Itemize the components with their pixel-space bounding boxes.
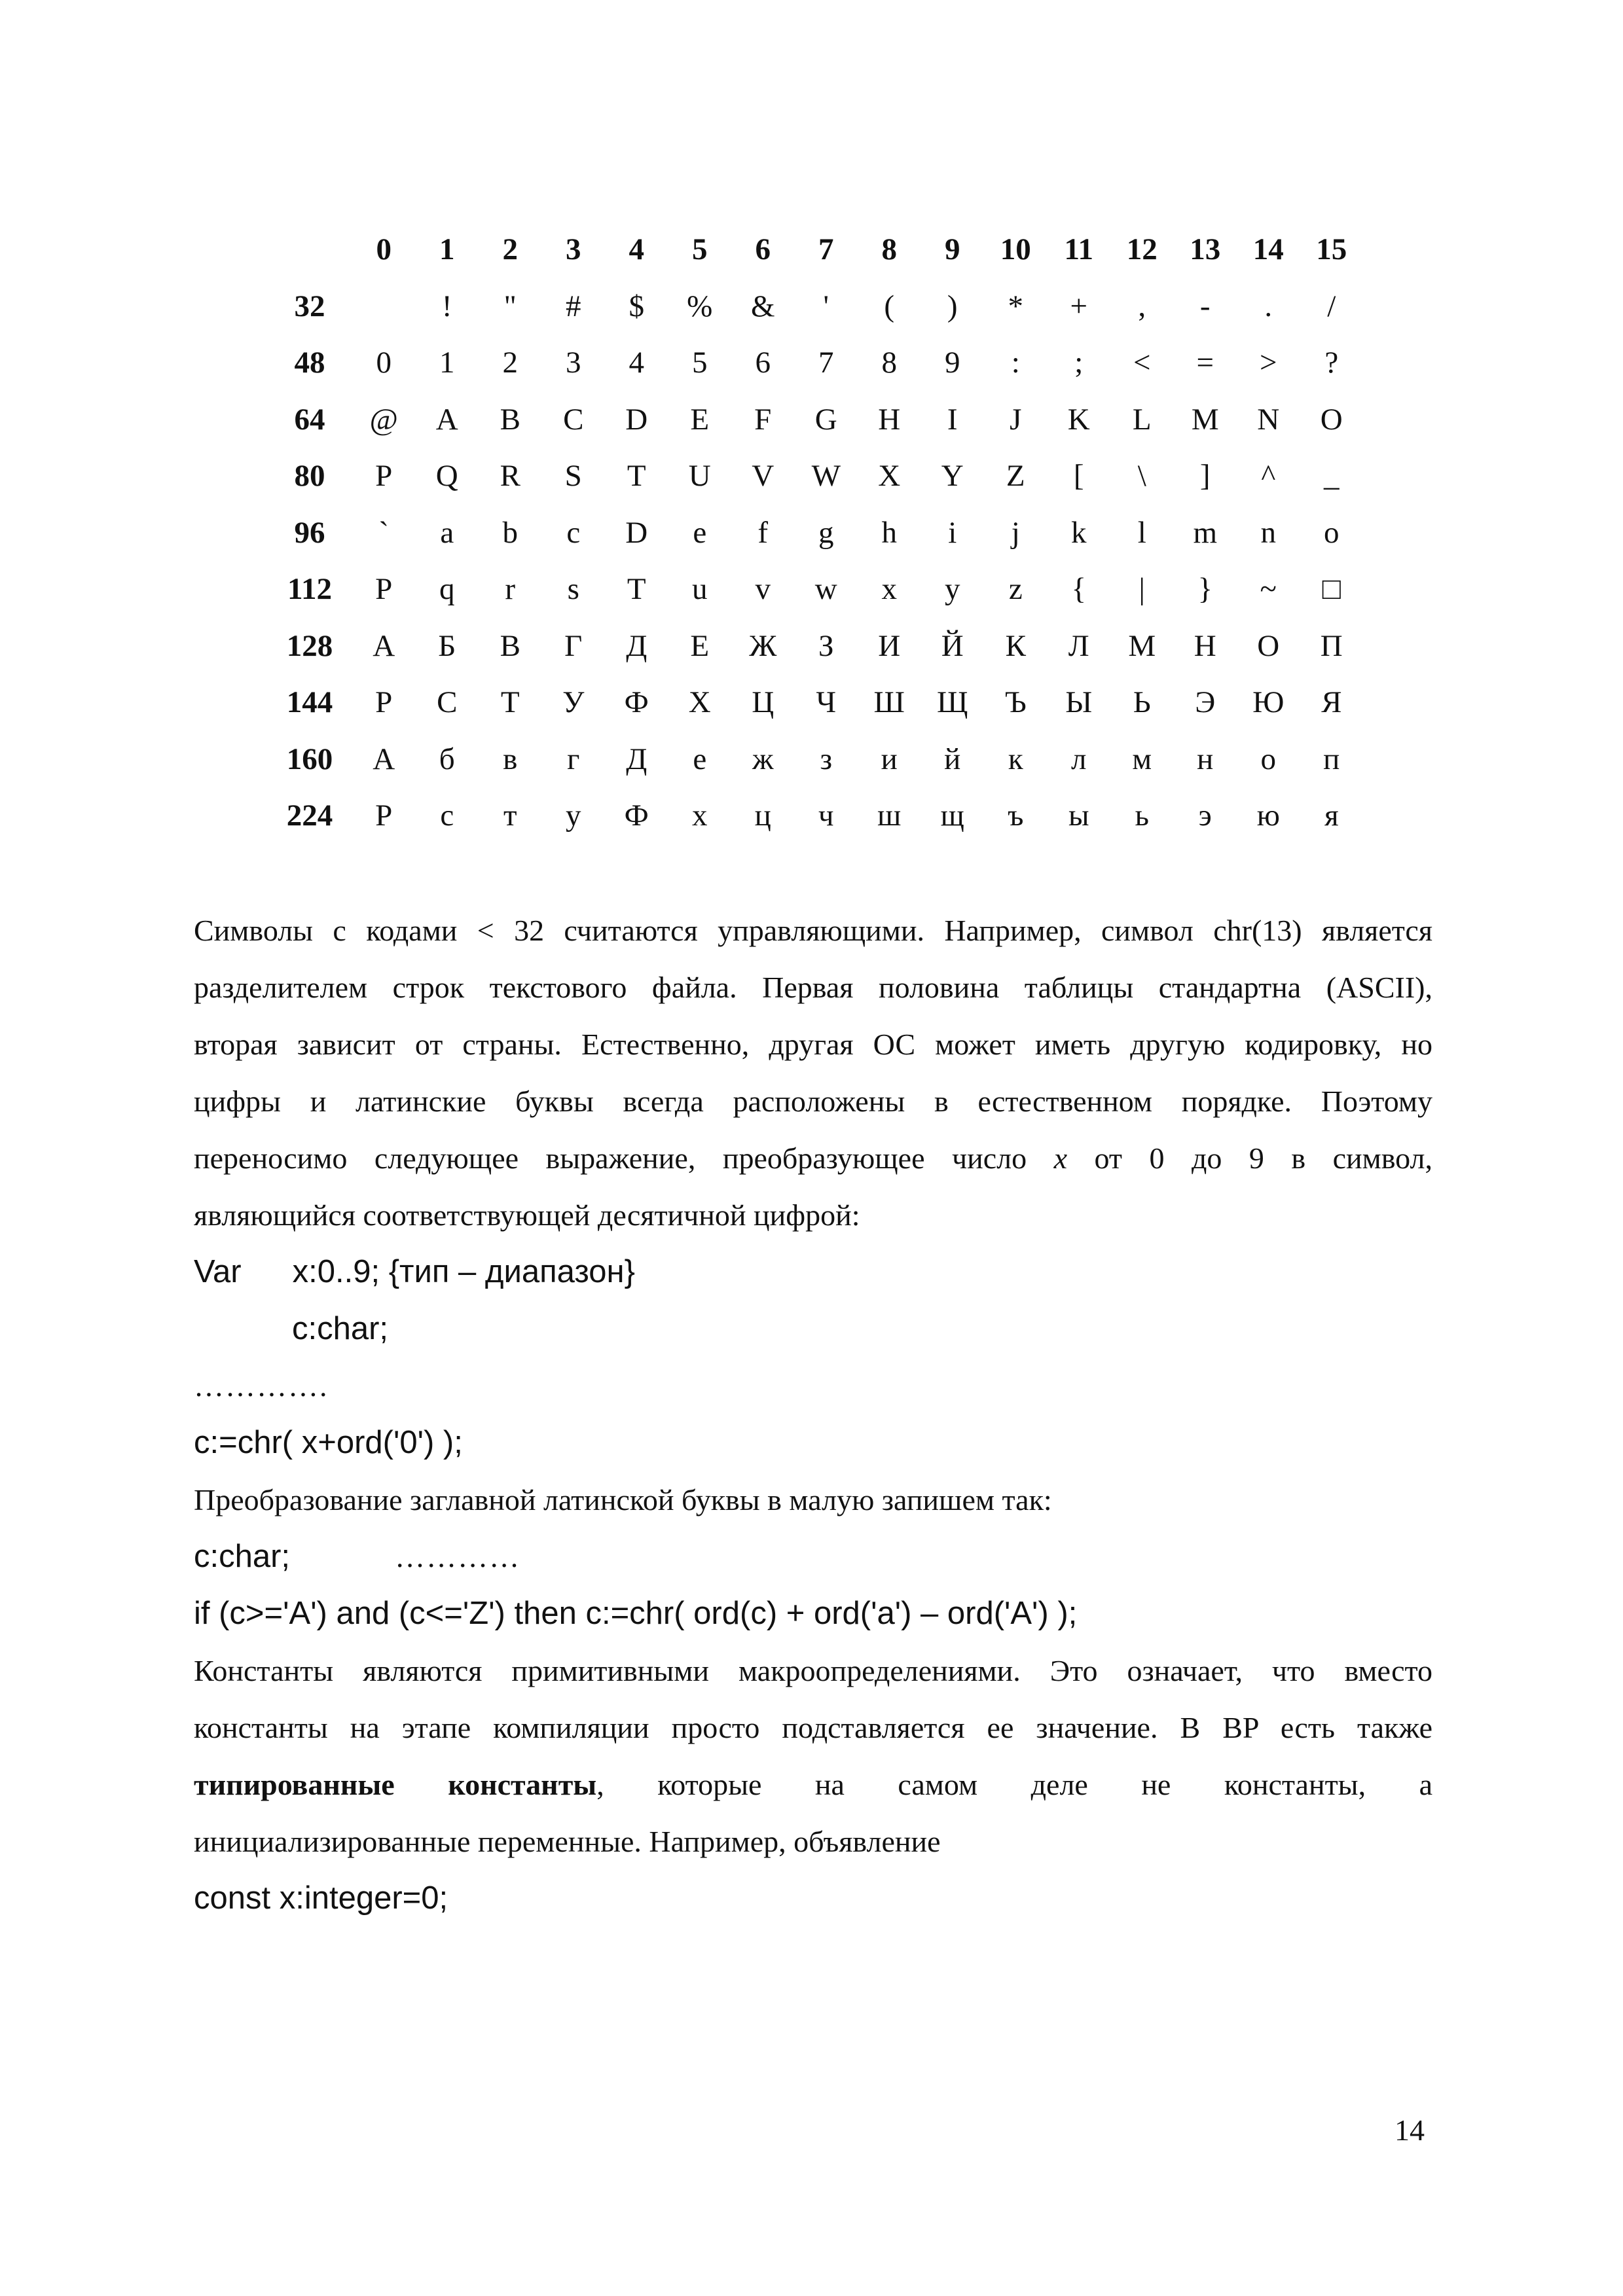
- char-cell: J: [1010, 402, 1022, 437]
- char-cell: s: [567, 572, 579, 607]
- char-cell: л: [1071, 742, 1087, 776]
- char-cell: \: [1137, 459, 1146, 493]
- char-cell: T: [627, 459, 646, 493]
- char-cell: Ы: [1065, 685, 1093, 720]
- line-5-after: от 0 до 9 в символ,: [1067, 1141, 1432, 1175]
- main-text: [194, 902, 1432, 1927]
- char-cell: х: [692, 798, 708, 833]
- char-cell: Ш: [873, 685, 905, 720]
- char-cell: у: [566, 798, 581, 833]
- table-row-96: [267, 505, 1363, 562]
- char-cell: э: [1198, 798, 1212, 833]
- table-body: [267, 278, 1363, 844]
- char-cell: m: [1193, 515, 1218, 550]
- char-cell: г: [567, 742, 580, 776]
- char-cell: =: [1196, 346, 1214, 380]
- char-cell: {: [1071, 572, 1087, 607]
- char-cell: P: [375, 459, 393, 493]
- char-cell: F: [754, 402, 772, 437]
- column-header-12: 12: [1126, 232, 1158, 267]
- char-cell: k: [1071, 515, 1087, 550]
- char-cell: И: [878, 628, 901, 663]
- column-header-6: 6: [755, 232, 771, 267]
- char-cell: e: [693, 515, 707, 550]
- char-cell: C: [563, 402, 584, 437]
- char-cell: [352, 278, 416, 335]
- char-cell: □: [1322, 572, 1341, 607]
- char-cell: /: [1327, 289, 1336, 323]
- char-cell: о: [1260, 742, 1276, 776]
- char-cell: r: [505, 572, 516, 607]
- char-cell: I: [947, 402, 958, 437]
- code-const-declaration: const x:integer=0;: [194, 1880, 448, 1916]
- paragraph-case-conversion: Преобразование заглавной латинской буквы в малую запишем так:: [194, 1483, 1052, 1516]
- char-cell: :: [1011, 346, 1020, 380]
- char-cell: з: [820, 742, 833, 776]
- char-cell: Щ: [937, 685, 968, 720]
- char-cell: f: [757, 515, 769, 550]
- char-cell: i: [948, 515, 957, 550]
- char-cell: %: [687, 289, 713, 323]
- char-cell: Ц: [752, 685, 775, 720]
- char-cell: +: [1070, 289, 1087, 323]
- char-cell: 0: [376, 346, 392, 380]
- table-row-80: [267, 448, 1363, 505]
- char-cell: Ж: [749, 628, 777, 663]
- char-cell: ?: [1324, 346, 1339, 380]
- code-char-declaration: c:char;: [292, 1311, 389, 1346]
- char-cell: |: [1139, 572, 1145, 607]
- row-code-48: 48: [294, 346, 325, 380]
- char-cell: N: [1257, 402, 1280, 437]
- char-cell: Я: [1321, 685, 1342, 720]
- char-cell: -: [1199, 289, 1211, 323]
- column-header-13: 13: [1190, 232, 1221, 267]
- char-cell: w: [814, 572, 837, 607]
- row-code-128: 128: [286, 628, 333, 663]
- page-number: 14: [1395, 2113, 1425, 2147]
- char-cell: м: [1132, 742, 1152, 776]
- paragraph-constants-line-4: инициализированные переменные. Например, объявление: [194, 1825, 941, 1858]
- char-cell: G: [814, 402, 837, 437]
- column-header-1: 1: [439, 232, 455, 267]
- char-cell: $: [629, 289, 644, 323]
- char-cell: 1: [439, 346, 455, 380]
- row-code-112: 112: [287, 572, 332, 607]
- table-row-48: [267, 334, 1363, 391]
- char-cell: Д: [626, 742, 647, 776]
- char-cell: c: [566, 515, 581, 550]
- char-cell: и: [881, 742, 898, 776]
- char-cell: б: [439, 742, 455, 776]
- char-cell: Ф: [624, 685, 649, 720]
- char-cell: ь: [1135, 798, 1149, 833]
- char-cell: ): [947, 289, 958, 323]
- char-cell: X: [878, 459, 901, 493]
- char-cell: &: [750, 289, 775, 323]
- char-cell: #: [566, 289, 581, 323]
- row-code-144: 144: [286, 685, 333, 720]
- char-cell: P: [375, 572, 393, 607]
- code-ellipsis-2: …………: [395, 1540, 521, 1573]
- char-cell: ": [503, 289, 517, 323]
- char-cell: ]: [1199, 459, 1211, 493]
- char-cell: b: [502, 515, 518, 550]
- char-cell: K: [1067, 402, 1090, 437]
- row-code-96: 96: [294, 515, 325, 550]
- char-cell: V: [752, 459, 775, 493]
- char-cell: я: [1324, 798, 1339, 833]
- char-cell: z: [1008, 572, 1023, 607]
- char-cell: Е: [690, 628, 710, 663]
- char-cell: 7: [818, 346, 834, 380]
- char-cell: ^: [1261, 459, 1276, 493]
- column-header-2: 2: [502, 232, 518, 267]
- char-cell: 2: [502, 346, 518, 380]
- char-cell: 8: [881, 346, 897, 380]
- column-header-5: 5: [692, 232, 708, 267]
- paragraph-control-chars-line-4: цифры и латинские буквы всегда расположены в естественном порядке. Поэтому: [194, 1085, 1432, 1118]
- table-row-224: [267, 787, 1363, 844]
- line-5-before: переносимо следующее выражение, преобразующее число: [194, 1141, 1054, 1175]
- char-cell: Р: [375, 798, 393, 833]
- char-cell: A: [435, 402, 458, 437]
- char-cell: @: [369, 402, 398, 437]
- char-cell: С: [437, 685, 458, 720]
- char-cell: н: [1197, 742, 1214, 776]
- char-cell: }: [1197, 572, 1213, 607]
- char-cell: ;: [1074, 346, 1084, 380]
- char-cell: D: [625, 515, 648, 550]
- row-code-160: 160: [286, 742, 333, 776]
- typed-constants-term: типированные константы: [194, 1768, 597, 1801]
- char-cell: H: [878, 402, 901, 437]
- char-cell: B: [500, 402, 520, 437]
- table-row-64: [267, 391, 1363, 448]
- char-cell: x: [881, 572, 897, 607]
- code-char-decl-2: [194, 1528, 1432, 1585]
- column-header-10: 10: [1000, 232, 1031, 267]
- char-cell: y: [945, 572, 960, 607]
- char-cell: ~: [1260, 572, 1277, 607]
- constants-line-3-rest: , которые на самом деле не константы, а: [596, 1768, 1432, 1801]
- paragraph-control-chars-line-5: [194, 1130, 1432, 1187]
- char-cell: е: [693, 742, 707, 776]
- char-cell: O: [1320, 402, 1343, 437]
- table-row-144: [267, 674, 1363, 731]
- char-cell: п: [1323, 742, 1340, 776]
- char-cell: й: [944, 742, 961, 776]
- char-cell: o: [1324, 515, 1340, 550]
- char-cell: О: [1257, 628, 1280, 663]
- char-cell: У: [562, 685, 585, 720]
- char-cell: ю: [1256, 798, 1280, 833]
- code-assign-line: c:=chr( x+ord('0') );: [194, 1425, 463, 1460]
- table-row-112: [267, 561, 1363, 618]
- char-cell: L: [1132, 402, 1152, 437]
- char-cell: h: [881, 515, 897, 550]
- table-row-128: [267, 618, 1363, 675]
- char-cell: Z: [1006, 459, 1025, 493]
- variable-x: x: [1053, 1141, 1068, 1175]
- char-cell: <: [1133, 346, 1151, 380]
- char-cell: Ч: [816, 685, 837, 720]
- column-header-11: 11: [1064, 232, 1093, 267]
- paragraph-constants-line-1: Константы являются примитивными макроопределениями. Это означает, что вместо: [194, 1654, 1432, 1687]
- char-cell: Б: [438, 628, 456, 663]
- char-cell: W: [811, 459, 841, 493]
- var-keyword: Var: [194, 1254, 242, 1289]
- char-cell: Ъ: [1004, 685, 1027, 720]
- row-code-64: 64: [294, 402, 325, 437]
- table-row-32: [267, 278, 1363, 335]
- char-decl: c:char;: [194, 1539, 291, 1574]
- char-cell: ъ: [1008, 798, 1024, 833]
- column-header-9: 9: [945, 232, 960, 267]
- char-cell: ': [823, 289, 829, 323]
- char-cell: Д: [626, 628, 647, 663]
- code-ellipsis-1: ………….: [194, 1369, 329, 1403]
- char-cell: >: [1259, 346, 1277, 380]
- table-corner-cell: [267, 221, 352, 278]
- char-cell: D: [625, 402, 648, 437]
- char-cell: К: [1005, 628, 1026, 663]
- char-cell: `: [378, 515, 390, 550]
- char-cell: !: [441, 289, 452, 323]
- char-cell: [: [1073, 459, 1084, 493]
- char-cell: З: [818, 628, 834, 663]
- column-header-7: 7: [818, 232, 834, 267]
- char-cell: ц: [754, 798, 771, 833]
- char-cell: *: [1008, 289, 1023, 323]
- paragraph-control-chars-line-2: разделителем строк текстового файла. Первая половина таблицы стандартна (ASCII),: [194, 971, 1432, 1004]
- char-cell: E: [690, 402, 710, 437]
- paragraph-control-chars-line-1: Символы с кодами < 32 считаются управляющими. Например, символ chr(13) является: [194, 914, 1432, 947]
- char-cell: a: [440, 515, 454, 550]
- char-cell: щ: [940, 798, 964, 833]
- char-cell: _: [1324, 459, 1340, 493]
- char-cell: Х: [688, 685, 711, 720]
- char-cell: ч: [818, 798, 834, 833]
- char-cell: А: [373, 742, 395, 776]
- row-code-224: 224: [286, 798, 333, 833]
- column-header-0: 0: [376, 232, 392, 267]
- char-cell: 3: [566, 346, 581, 380]
- paragraph-control-chars-line-3: вторая зависит от страны. Естественно, другая ОС может иметь другую кодировку, но: [194, 1028, 1432, 1061]
- char-cell: ,: [1138, 289, 1146, 323]
- char-cell: Й: [941, 628, 964, 663]
- char-cell: Л: [1068, 628, 1089, 663]
- char-cell: j: [1011, 515, 1020, 550]
- paragraph-constants-line-2: константы на этапе компиляции просто подставляется ее значение. В BP есть также: [194, 1711, 1432, 1744]
- char-cell: В: [500, 628, 520, 663]
- char-cell: g: [818, 515, 834, 550]
- char-cell: Р: [375, 685, 393, 720]
- char-cell: n: [1260, 515, 1276, 550]
- char-cell: R: [500, 459, 520, 493]
- column-header-14: 14: [1252, 232, 1284, 267]
- var-declaration: x:0..9; {тип – диапазон}: [292, 1254, 635, 1289]
- char-cell: Ю: [1252, 685, 1285, 720]
- code-if-statement: if (c>='A') and (c<='Z') then c:=chr( ord(c) + ord('a') – ord('A') );: [194, 1596, 1078, 1631]
- char-cell: в: [503, 742, 518, 776]
- char-cell: 4: [629, 346, 644, 380]
- char-cell: М: [1128, 628, 1156, 663]
- char-cell: Ь: [1133, 685, 1151, 720]
- column-header-3: 3: [566, 232, 581, 267]
- char-cell: ж: [752, 742, 774, 776]
- row-code-80: 80: [294, 459, 325, 493]
- char-cell: т: [503, 798, 517, 833]
- char-cell: S: [564, 459, 582, 493]
- char-cell: T: [627, 572, 646, 607]
- char-cell: с: [440, 798, 454, 833]
- char-cell: Y: [941, 459, 964, 493]
- char-cell: ш: [877, 798, 902, 833]
- char-cell: Ф: [624, 798, 649, 833]
- table-row-160: [267, 731, 1363, 788]
- char-cell: ы: [1068, 798, 1089, 833]
- column-header-4: 4: [629, 232, 644, 267]
- char-cell: А: [373, 628, 395, 663]
- column-header-15: 15: [1316, 232, 1347, 267]
- char-cell: 6: [755, 346, 771, 380]
- char-cell: v: [755, 572, 771, 607]
- char-cell: Г: [564, 628, 583, 663]
- char-cell: q: [439, 572, 455, 607]
- char-cell: M: [1191, 402, 1219, 437]
- char-cell: П: [1320, 628, 1343, 663]
- character-code-table: [267, 221, 1363, 844]
- char-cell: Т: [500, 685, 520, 720]
- char-cell: U: [688, 459, 711, 493]
- char-cell: Э: [1195, 685, 1216, 720]
- char-cell: 9: [945, 346, 960, 380]
- char-cell: l: [1137, 515, 1146, 550]
- char-cell: к: [1008, 742, 1023, 776]
- char-cell: 5: [692, 346, 708, 380]
- char-cell: Q: [435, 459, 458, 493]
- column-header-8: 8: [881, 232, 897, 267]
- table-header-row: [267, 221, 1363, 278]
- paragraph-control-chars-line-6: являющийся соответствующей десятичной цифрой:: [194, 1198, 860, 1232]
- char-cell: u: [692, 572, 708, 607]
- row-code-32: 32: [294, 289, 325, 323]
- char-cell: (: [884, 289, 895, 323]
- char-cell: Н: [1194, 628, 1216, 663]
- paragraph-constants-line-3: [194, 1756, 1432, 1813]
- code-var-line: [194, 1244, 1432, 1300]
- char-cell: .: [1264, 289, 1273, 323]
